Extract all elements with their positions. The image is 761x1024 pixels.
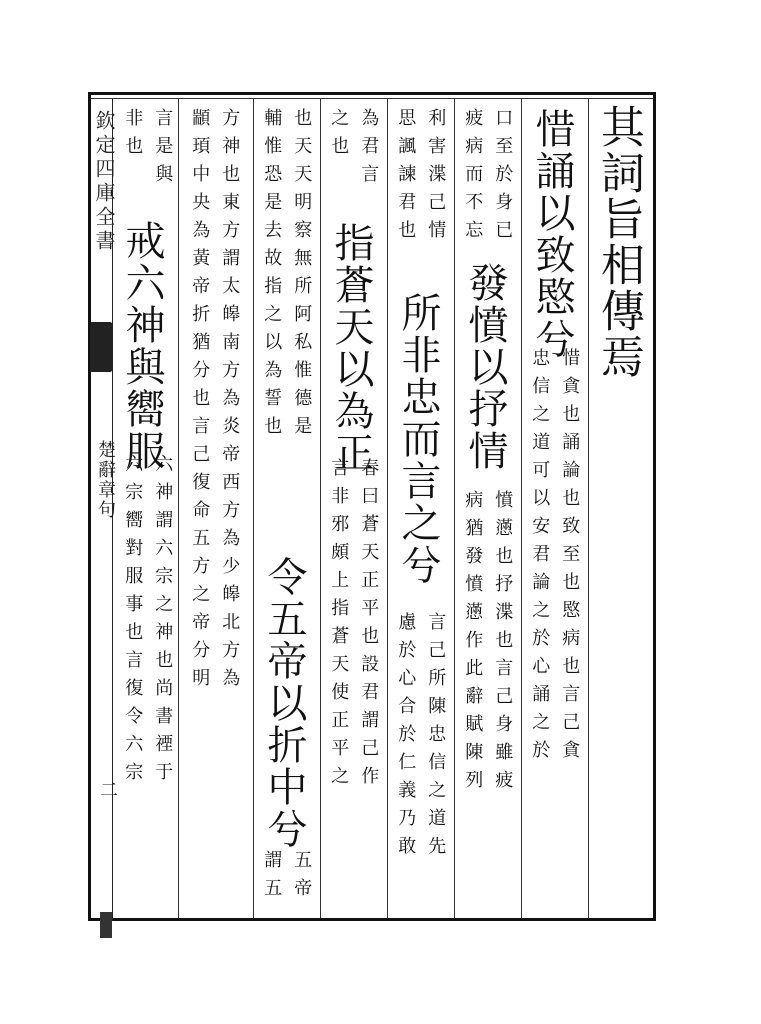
column-rule [178, 98, 179, 918]
column-rule [253, 98, 254, 918]
text-column-commentary: 言非邪頗上指蒼天使正平之 [328, 458, 350, 794]
text-column-main: 惜誦以致愍兮 [529, 108, 575, 360]
text-column-commentary: 六神謂六宗之神也尚書禋于 [152, 454, 174, 790]
text-column-commentary: 疲病而不忘 [462, 108, 484, 248]
text-column-main: 指蒼天以為正 [328, 222, 374, 474]
text-column-commentary: 之也 [328, 108, 350, 164]
text-column-commentary: 思諷諫君也 [395, 108, 417, 248]
column-rule [320, 98, 321, 918]
fishtail-mark [90, 322, 112, 372]
text-column-commentary: 為君言 [358, 108, 380, 192]
text-column-commentary: 也天天明察無所阿私惟德是 [291, 108, 313, 444]
text-column-commentary: 口至於身已 [492, 108, 514, 248]
frame-top-border [88, 92, 656, 95]
text-column-commentary: 六宗嚮對服事也言復令六宗 [122, 454, 144, 790]
text-column-main: 所非忠而言之兮 [395, 292, 441, 586]
text-column-commentary: 言是與 [152, 108, 174, 192]
text-column-commentary: 方神也東方謂太皞南方為炎帝西方為少皞北方為 [219, 108, 241, 696]
text-column-main: 令五帝以折中兮 [261, 556, 307, 850]
frame-top-inner-border [88, 98, 656, 99]
spine-title: 欽定四庫全書 [92, 110, 116, 254]
text-column-commentary: 惜貪也誦論也致至也愍病也言己貪 [559, 348, 581, 768]
text-column-commentary: 謂五 [261, 850, 283, 906]
text-column-commentary: 五帝 [291, 850, 313, 906]
column-rule [521, 98, 522, 918]
text-column-commentary: 利害渫己情 [425, 108, 447, 248]
bottom-mark [100, 912, 112, 938]
column-rule [454, 98, 455, 918]
text-column-commentary: 慮於心合於仁義乃敢 [395, 612, 417, 864]
text-column-commentary: 病猶發憤懣作此辭賦陳列 [462, 490, 484, 798]
text-column-commentary: 顓頊中央為黃帝折猶分也言己復命五方之帝分明 [189, 108, 211, 696]
text-column-commentary: 忠信之道可以安君論之於心誦之於 [529, 348, 551, 768]
text-column-main: 發憤以抒情 [462, 262, 508, 472]
text-column-commentary: 憤懣也抒渫也言己身雖疲 [492, 490, 514, 798]
spine-subtitle: 楚辭章句 [95, 440, 116, 520]
text-column-main: 戒六神與嚮服 [119, 220, 165, 472]
text-column-commentary: 輔惟恐是去故指之以為誓也 [261, 108, 283, 444]
spine-page-number: 二 [97, 780, 118, 798]
column-rule [387, 98, 388, 918]
text-column-commentary: 言己所陳忠信之道先 [425, 612, 447, 864]
text-column-title: 其詞旨相傳焉 [593, 104, 644, 380]
frame-bottom-border [88, 918, 656, 921]
text-column-commentary: 春曰蒼天正平也設君謂己作 [358, 458, 380, 794]
column-rule [588, 98, 589, 918]
frame-right-border [653, 92, 656, 921]
text-column-commentary: 非也 [122, 108, 144, 164]
